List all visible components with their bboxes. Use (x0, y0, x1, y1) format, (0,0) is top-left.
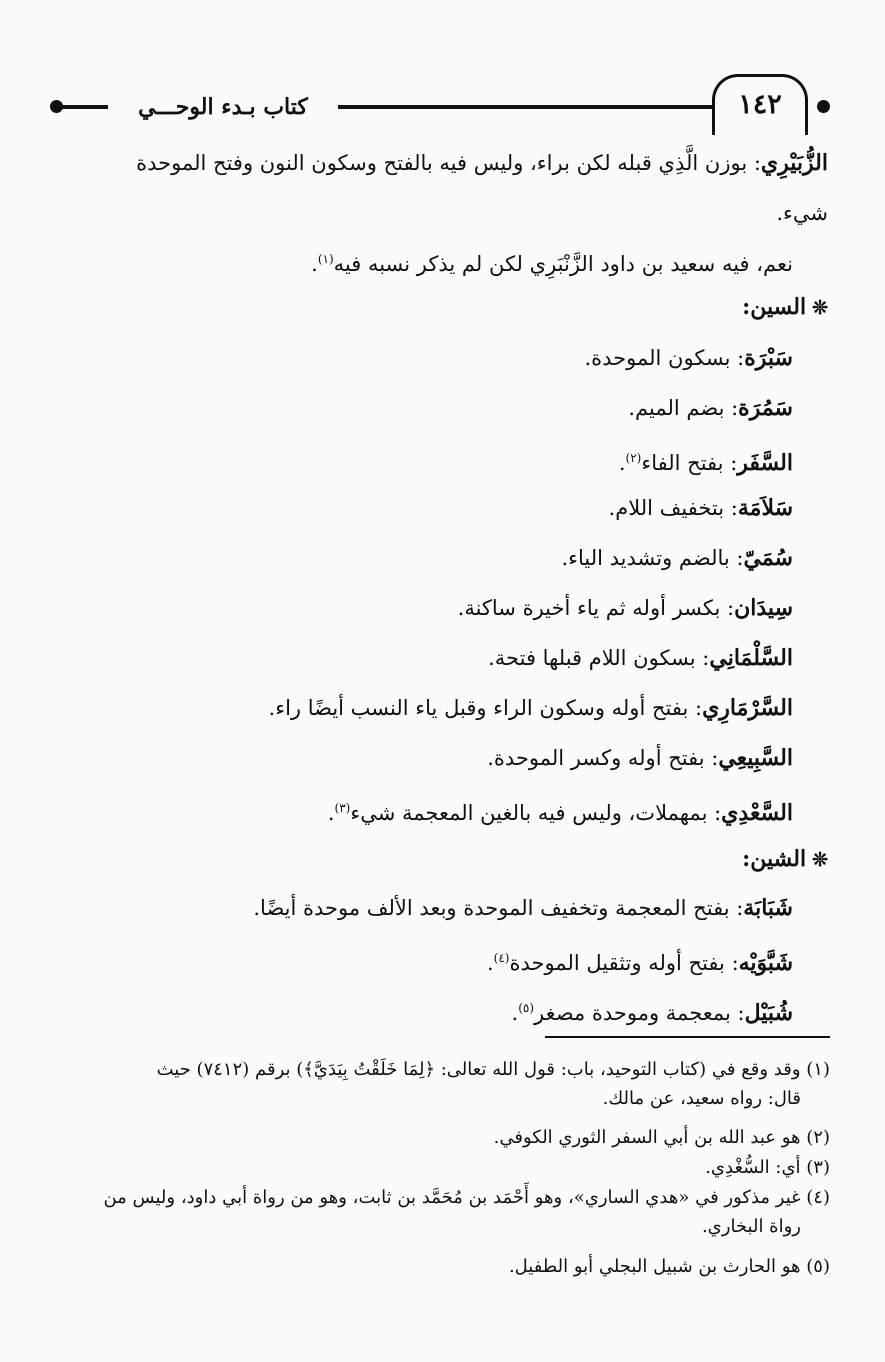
entry-line (487, 941, 793, 980)
entry-zubayri (136, 146, 828, 180)
note-text: نعم، فيه سعيد بن داود الزَّنْبَرِي لكن لم يذكر نسبه فيه (333, 252, 793, 276)
entry-definition: : بمهملات، وليس فيه بالغين المعجمة شيء (350, 801, 722, 825)
footnote-ref: (٣) (334, 801, 351, 815)
entry-definition: : بضم الميم. (628, 396, 739, 420)
entry-line (628, 391, 793, 425)
entry-term: سَمُرَة (738, 395, 793, 421)
page-header (40, 80, 830, 132)
entry-term: شُبَيْل (744, 1000, 793, 1026)
ornament-star-icon: ❊ (812, 849, 828, 871)
entry-term: السَّرْمَارِي (702, 695, 793, 721)
entry-line (487, 741, 793, 775)
entry-line (512, 991, 794, 1030)
entry-definition: : بسكون الموحدة. (584, 346, 745, 370)
entry-term: السَّعْدِي (721, 800, 793, 826)
entry-term: الزُّبَيْرِي (760, 150, 828, 176)
section-title: الشين (750, 846, 807, 872)
entry-line (458, 591, 793, 625)
entry-definition: : بكسر أوله ثم ياء أخيرة ساكنة. (457, 596, 735, 620)
entry-definition: : بفتح أوله وسكون الراء وقبل ياء النسب أيضًا راء. (268, 696, 703, 720)
entry-end: . (327, 801, 335, 825)
entry-line (253, 891, 793, 925)
entry-line (609, 491, 793, 525)
entry-term: السَّفَر (737, 450, 793, 476)
entry-zubayri-continued: شيء. (776, 201, 828, 225)
footnote-line: (٤) غير مذكور في «هدي الساري»، وهو أَحْمَد بن مُحَمَّد بن ثابت، وهو من رواة أبي داود، وليس من (103, 1187, 830, 1208)
entry-end: . (511, 1001, 519, 1025)
footnote-line: (٥) هو الحارث بن شبيل البجلي أبو الطفيل. (508, 1256, 830, 1277)
section-title: السين (750, 294, 807, 320)
entry-line (584, 341, 793, 375)
entry-definition: : بوزن الَّذِي قبله لكن براء، وليس فيه بالفتح وسكون النون وفتح الموحدة (136, 151, 761, 175)
section-heading-shin: ❊الشين: (742, 846, 828, 872)
entry-line (619, 441, 793, 480)
entry-definition: : بسكون اللام قبلها فتحة. (488, 646, 710, 670)
entry-definition: : بفتح أوله وكسر الموحدة. (487, 746, 719, 770)
entry-term: سَبْرَة (744, 345, 793, 371)
entry-definition: : بمعجمة وموحدة مصغر (534, 1001, 745, 1025)
footnote-ref: (٥) (518, 1001, 535, 1015)
entry-term: السَّلْمَانِي (709, 645, 793, 671)
ornament-star-icon: ❊ (812, 297, 828, 319)
footnote-ref: (٢) (625, 451, 642, 465)
footnote-ref: (١) (317, 252, 334, 266)
entry-end: . (618, 451, 626, 475)
entry-line (269, 691, 793, 725)
entry-definition: : بتخفيف اللام. (608, 496, 738, 520)
entry-line (561, 541, 793, 575)
entry-end: . (486, 951, 494, 975)
entry-term: شَبَابَة (743, 895, 793, 921)
entry-definition: : بفتح أوله وتثقيل الموحدة (509, 951, 739, 975)
entry-term: سُمَيّ (743, 545, 793, 571)
entry-definition: : بفتح الفاء (641, 451, 738, 475)
running-title: كتاب بـدء الوحـــي (108, 88, 338, 126)
footnote-ref: (٤) (493, 951, 510, 965)
entry-line (328, 791, 793, 830)
footnote-line-continued: رواة البخاري. (701, 1216, 801, 1237)
footnote-line-continued: قال: رواه سعيد، عن مالك. (602, 1088, 801, 1109)
entry-definition: : بالضم وتشديد الياء. (561, 546, 744, 570)
page-number: ١٤٢ (712, 74, 808, 135)
footnote-line: (٣) أي: السُّغْدِي. (705, 1157, 830, 1178)
header-right-dot (817, 100, 830, 113)
zanbari-note (311, 242, 793, 281)
entry-term: سَلاَمَة (737, 495, 793, 521)
entry-term: السَّبِيعِي (718, 745, 793, 771)
entry-line (488, 641, 793, 675)
footnote-divider (545, 1036, 830, 1038)
entry-definition: : بفتح المعجمة وتخفيف الموحدة وبعد الألف موحدة أيضًا. (253, 896, 744, 920)
entry-term: شَبَّوَيْه (738, 950, 793, 976)
footnote-line: (١) وقد وقع في (كتاب التوحيد، باب: قول الله تعالى: ﴿لِمَا خَلَقْتُ بِيَدَيَّ﴾) برقم (٧٤١٢) حيث (156, 1059, 830, 1080)
section-heading-sin: ❊السين: (742, 294, 828, 320)
entry-term: سِيدَان (734, 595, 793, 621)
note-end: . (311, 252, 318, 276)
footnote-line: (٢) هو عبد الله بن أبي السفر الثوري الكوفي. (493, 1127, 830, 1148)
